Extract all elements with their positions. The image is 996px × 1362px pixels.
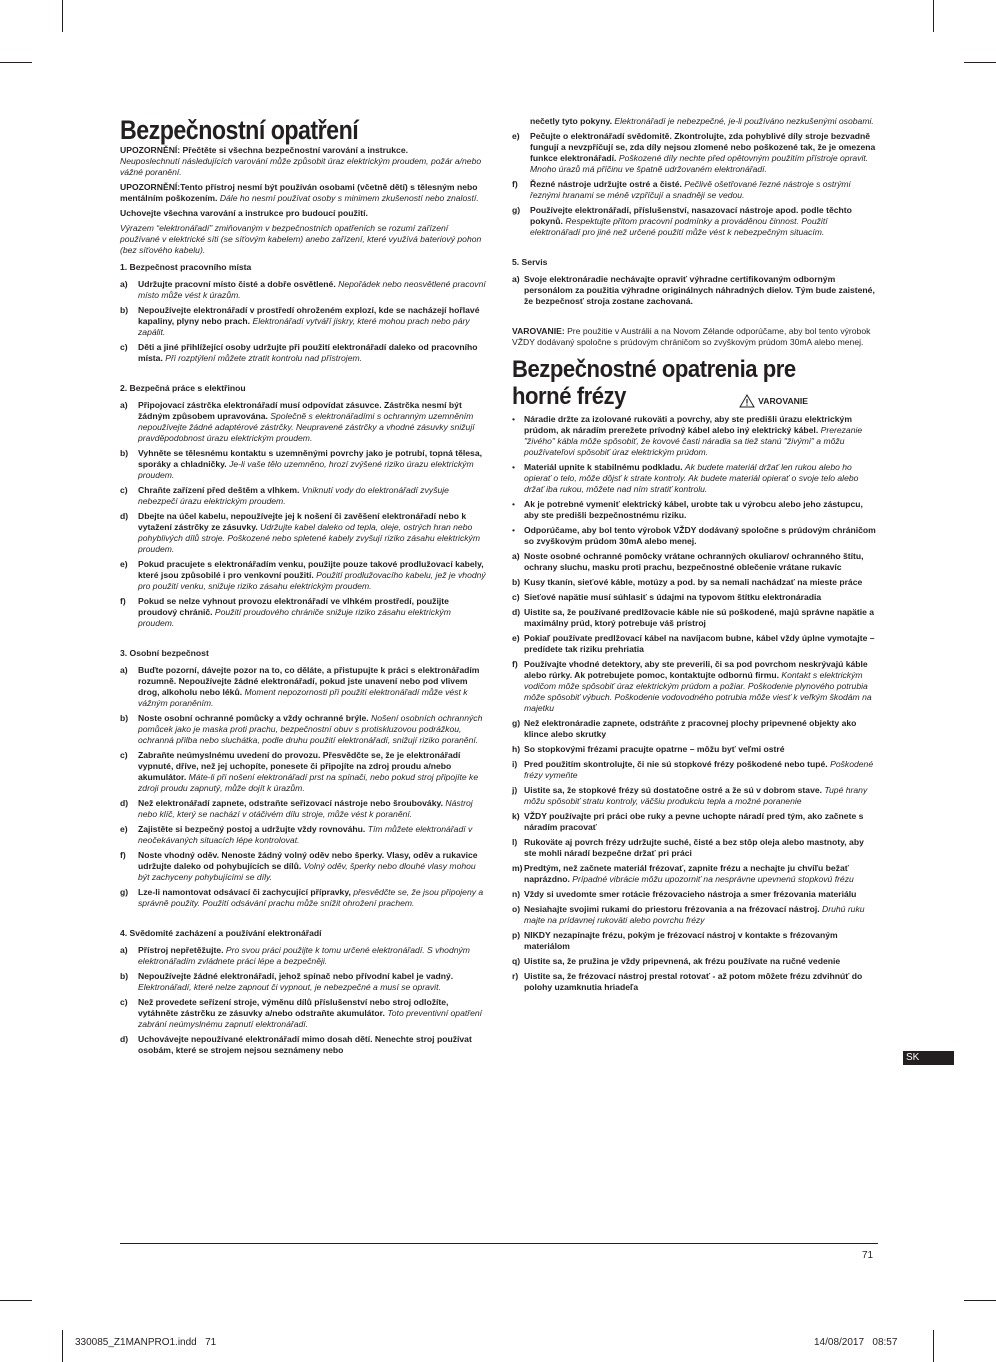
list-item <box>512 274 878 307</box>
list-item <box>120 713 488 746</box>
crop-mark <box>0 62 32 63</box>
page-number: 71 <box>862 1250 874 1261</box>
right-column <box>512 116 878 997</box>
item-bold: Zajistěte si bezpečný postoj a udržujte vždy rovnováhu. <box>138 824 366 834</box>
item-italic: Elektronářadí, které nelze zapnout či vypnout, je nebezpečné a musí se opravit. <box>138 982 441 992</box>
item-bold: Děti a jiné přihlížející osoby udržujte při použití elektronářadí daleko od pracovního místa. <box>138 342 478 363</box>
item-bold: Připojovací zástrčka elektronářadí musí odpovídat zásuvce. Zástrčka nesmí být žádným způsobem upravována. <box>138 400 462 421</box>
item-label: h) <box>512 744 521 754</box>
item-label: b) <box>120 448 129 458</box>
list-item <box>512 744 878 755</box>
item-label: k) <box>512 811 520 821</box>
crop-mark <box>964 1300 996 1301</box>
list-item <box>120 798 488 820</box>
item-bold: Rukoväte aj povrch frézy udržujte suché, čisté a bez stôp oleja alebo mastnoty, aby ste mohli náradí bezpečne držať pri práci <box>524 837 864 858</box>
item-label: m) <box>512 863 523 873</box>
list-item <box>512 759 878 781</box>
warning-bold: UPOZORNĚNÍ:Tento přístroj nesmí být používán osobami (včetně dětí) s tělesným nebo mentálním poškozením. <box>120 182 478 203</box>
item-label: c) <box>512 592 520 602</box>
item-bold: Uistite sa, že stopkové frézy sú dostatočne ostré a že sú v dobrom stave. <box>524 785 823 795</box>
item-bold: Sieťové napätie musí súhlasiť s údajmi na typovom štítku elektronáradia <box>524 592 822 602</box>
item-label: d) <box>120 511 129 521</box>
item-label: c) <box>120 750 128 760</box>
item-label: e) <box>512 633 520 643</box>
item-label: a) <box>120 945 128 955</box>
item-label: • <box>512 414 516 424</box>
section-heading: Bezpečnostné opatrenia pre horné frézy <box>512 356 796 410</box>
list-item <box>120 485 488 507</box>
item-bold: Uchovávejte nepoužívané elektronářadí mimo dosah dětí. Nenechte stroj používat osobám, které se strojem nejsou seznámeny nebo <box>138 1034 472 1055</box>
item-label: b) <box>120 971 129 981</box>
item-bold: Vyhněte se tělesnému kontaktu s uzemněnými povrchy jako je potrubí, topná tělesa, sporáky a chladničky. <box>138 448 483 469</box>
list-item <box>512 956 878 967</box>
item-italic: Prerezanie "živého" kábla môže spôsobiť, že kovové časti náradia sa tiež stanú "živými" a môžu používateľovi spôsobiť úraz elektrickým prúdom. <box>524 425 863 457</box>
warning-italic: Dále ho nesmí používat osoby s minimem zkušeností nebo znalostí. <box>219 193 479 203</box>
item-label: b) <box>120 305 129 315</box>
list-item <box>120 750 488 794</box>
list-item <box>120 945 488 967</box>
list-item <box>512 863 878 885</box>
item-bold: Uistite sa, že používané predlžovacie káble nie sú poškodené, majú správne napätie a maximálny prúd, ktorý potrebuje váš prístroj <box>524 607 875 628</box>
crop-mark <box>0 1300 32 1301</box>
varovanie-paragraph <box>512 326 878 348</box>
item-italic: Druhú ruku majte na prídavnej rukoväti alebo povrchu frézy <box>524 904 865 925</box>
item-bold: Noste osobné ochranné pomôcky vrátane ochranných okuliarov/ ochranného štítu, ochrany sluchu, masku proti prachu, bezpečnostné oblečenie vrátane rukavíc <box>524 551 864 572</box>
item-bold: So stopkovými frézami pracujte opatrne – môžu byť veľmi ostré <box>524 744 785 754</box>
item-italic: Tím můžete elektronářadí v neočekávaných situacích lépe kontrolovat. <box>138 824 473 845</box>
list-item <box>512 633 878 655</box>
item-bold: Noste osobní ochranné pomůcky a vždy ochranné brýle. <box>138 713 369 723</box>
item-label: c) <box>120 997 128 1007</box>
list-item <box>512 659 878 714</box>
item-bold: Materiál upnite k stabilnému podkladu. <box>524 462 683 472</box>
list-item <box>512 499 878 521</box>
item-label: a) <box>120 400 128 410</box>
item-italic: Použití prodlužovacího kabelu, jež je vhodný pro použití venku, snižuje riziko zásahu elektrickým proudem. <box>138 570 486 591</box>
list-item <box>512 414 878 458</box>
footer-rule <box>120 1243 878 1244</box>
item-bold: Řezné nástroje udržujte ostré a čisté. <box>530 179 682 189</box>
item-bold: Než elektronáradie zapnete, odstráňte z pracovnej plochy pripevnené objekty ako klince alebo skrutky <box>524 718 857 739</box>
warning-paragraph <box>120 182 488 204</box>
item-bold: Nepoužívejte žádné elektronářadí, jehož spínač nebo přívodní kabel je vadný. <box>138 971 454 981</box>
item-italic: Poškodené frézy vymeňte <box>524 759 874 780</box>
item-label: e) <box>120 824 128 834</box>
item-italic: Nástroj nebo klíč, který se nachází v otáčivém dílu stroje, může vést k poranění. <box>138 798 473 819</box>
varovanie-bold: VAROVANIE: <box>512 326 565 336</box>
list-item <box>512 131 878 175</box>
list-item <box>512 592 878 603</box>
item-italic: Je-li vaše tělo uzemněno, hrozí zvýšené riziko úrazu elektrickým proudem. <box>138 459 474 480</box>
item-italic: Kontakt s elektrickým vodičom môže spôsobiť úraz elektrickým prúdom a požiar. Poškodenie plynového potrubia môže spôsobiť výbuch. Poškodenie vodovodného potrubia môže viesť k veľkým škodám na majetku <box>524 670 872 713</box>
list-item <box>120 850 488 883</box>
list-item <box>120 824 488 846</box>
list-item <box>120 400 488 444</box>
item-label: r) <box>512 971 519 981</box>
page-title: Bezpečnostní opatření <box>120 115 359 145</box>
item-italic: Při rozptýlení můžete ztratit kontrolu nad přístrojem. <box>165 353 363 363</box>
item-bold: Dbejte na účel kabelu, nepoužívejte jej k nošení či zavěšení elektronářadí nebo k vytažení zástrčky ze zásuvky. <box>138 511 467 532</box>
section-title: 5. Servis <box>512 257 548 267</box>
item-bold: NIKDY nezapínajte frézu, pokým je frézovací nástroj v kontakte s frézovaným materiálom <box>524 930 838 951</box>
item-italic: Pečlivě ošetřované řezné nástroje s ostrými řeznými hranami se méně vzpříčují a snadněji se vedou. <box>530 179 851 200</box>
item-label: f) <box>512 659 518 669</box>
list-item <box>512 205 878 238</box>
list-item <box>120 279 488 301</box>
item-bold: Náradie držte za izolované rukoväti a povrchy, aby ste predišli úrazu elektrickým prúdom, ak náradím prerežete prívodný kábel alebo iný elektrický kábel. <box>524 414 852 435</box>
item-label: b) <box>512 577 521 587</box>
item-label: f) <box>120 850 126 860</box>
item-bold: Než elektronářadí zapnete, odstraňte seřizovací nástroje nebo šroubováky. <box>138 798 444 808</box>
item-bold: Vždy si uvedomte smer rotácie frézovacieho nástroja a smer frézovania materiálu <box>524 889 857 899</box>
item-italic: Pro svou práci použijte k tomu určené elektronářadí. S vhodným elektronářadím zvládnete práci lépe a bezpečněji. <box>138 945 470 966</box>
item-bold: Zabraňte neúmyslnému uvedení do provozu. Přesvědčte se, že je elektronářadí vypnuté, dříve, než jej uchopíte, ponesete či připojíte na zdroj proudu a/nebo akumulátor. <box>138 750 461 782</box>
list-item <box>120 511 488 555</box>
warning-bold: UPOZORNĚNÍ: Přečtěte si všechna bezpečnostní varování a instrukce. <box>120 145 408 155</box>
item-bold: Pokiaľ používate predlžovací kábel na navíjacom bubne, kábel vždy úplne vymotajte – predídete tak riziku prehriatia <box>524 633 875 654</box>
item-label: q) <box>512 956 521 966</box>
bullet-list <box>512 414 878 547</box>
list-item <box>512 889 878 900</box>
item-bold: Nesiahajte svojimi rukami do priestoru frézovania a na frézovací nástroj. <box>524 904 820 914</box>
item-bold: Pokud pracujete s elektronářadím venku, použijte pouze takové prodlužovací kabely, které jsou způsobilé i pro venkovní použití. <box>138 559 484 580</box>
item-label: c) <box>120 342 128 352</box>
item-italic: Použití proudového chrániče snižuje riziko zásahu elektrickým proudem. <box>138 607 451 628</box>
item-bold: Chraňte zařízení před deštěm a vlhkem. <box>138 485 300 495</box>
item-bold: VŽDY používajte pri práci obe ruky a pevne uchopte náradí pred tým, ako začnete s náradím pracovať <box>524 811 864 832</box>
list-item <box>512 837 878 859</box>
section-title: 1. Bezpečnost pracovního místa <box>120 262 252 272</box>
list-item <box>512 525 878 547</box>
list <box>512 131 878 238</box>
item-label: o) <box>512 904 521 914</box>
item-bold: Svoje elektronáradie nechávajte opraviť výhradne certifikovaným odborným personálom za použitia výhradne originálnych náhradných dielov. Tým bude zaistené, že bezpečnosť stroja zostane zachovaná. <box>524 274 875 306</box>
item-bold: Uistite sa, že frézovací nástroj prestal rotovať - až potom môžete frézu zdvihnúť do polohy uzamknutia hriadeľa <box>524 971 863 992</box>
item-label: g) <box>512 205 521 215</box>
item-label: • <box>512 499 516 509</box>
crop-mark <box>933 0 934 32</box>
list <box>512 551 878 993</box>
item-bold: Používajte vhodné detektory, aby ste preverili, či sa pod povrchom neskrývajú káble alebo rúrky. Ak potrebujete pomoc, kontaktujte odbornú firmu. <box>524 659 868 680</box>
list-item <box>120 887 488 909</box>
item-bold: Ak je potrebné vymeniť elektrický kábel, urobte tak u výrobcu alebo jeho zástupcu, aby ste predišli bezpečnostnému riziku. <box>524 499 863 520</box>
item-italic: přesvědčte se, že jsou připojeny a správně použity. Použití odsávání prachu může snížit ohrožení prachem. <box>138 887 484 908</box>
item-label: • <box>512 462 516 472</box>
list-item <box>512 904 878 926</box>
list-item <box>512 577 878 588</box>
list-item <box>120 342 488 364</box>
varovanie-text: Pre použitie v Austrálii a na Novom Zélande odporúčame, aby bol tento výrobok VŽDY dodávaný spoločne s prúdovým chráničom so zvyškovým prúdom 30mA alebo menej. <box>512 326 871 347</box>
language-tab: SK <box>903 1051 954 1065</box>
item-bold: Kusy tkanín, sieťové káble, motúzy a pod. by sa nemali nachádzať na mieste práce <box>524 577 863 587</box>
item-label: a) <box>120 279 128 289</box>
item-bold: Používejte elektronářadí, příslušenství, nasazovací nástroje apod. podle těchto pokynů. <box>530 205 852 226</box>
list-item <box>512 551 878 573</box>
item-italic: Volný oděv, šperky nebo dlouhé vlasy mohou být zachyceny pohybujícími se díly. <box>138 861 476 882</box>
list-item <box>120 448 488 481</box>
item-bold: Uistite sa, že pružina je vždy pripevnená, ak frézu používate na ručné vedenie <box>524 956 841 966</box>
item-italic: Prípadné vibrácie môžu upozorniť na nesprávne upevnenú stopkovú frézu <box>572 874 854 884</box>
item-label: d) <box>120 798 129 808</box>
item-bold: Noste vhodný oděv. Nenoste žádný volný oděv nebo šperky. Vlasy, oděv a rukavice udržujte daleko od pohybujících se dílů. <box>138 850 478 871</box>
item-italic: Udržujte kabel daleko od tepla, oleje, ostrých hran nebo pohyblivých dílů stroje. Poškozené nebo spletené kabely zvyšují riziko zásahu elektrickým proudem. <box>138 522 481 554</box>
item-label: b) <box>120 713 129 723</box>
item-bold: Pred použitím skontrolujte, či nie sú stopkové frézy poškodené nebo tupé. <box>524 759 828 769</box>
list-item <box>512 607 878 629</box>
item-label: d) <box>512 607 521 617</box>
item-italic: Tupé hrany môžu spôsobiť stratu kontroly, väčšiu produkciu tepla a možné poranenie <box>524 785 868 806</box>
item-italic: Poškozené díly nechte před opětovným použitím přístroje opravit. Mnoho úrazů má příčinu ve špatně udržovaném elektronářadí. <box>530 153 869 174</box>
list-item <box>512 785 878 807</box>
item-label: g) <box>120 887 129 897</box>
item-bold: Pokud se nelze vyhnout provozu elektronářadí ve vlhkém prostředí, použijte proudový chránič. <box>138 596 449 617</box>
item-bold: Odporúčame, aby bol tento výrobok VŽDY dodávaný spoločne s prúdovým chráničom so zvyškovým prúdom 30mA alebo menej. <box>524 525 876 546</box>
list-item <box>512 179 878 201</box>
crop-mark <box>62 0 63 32</box>
list-item <box>120 665 488 709</box>
item-bold: Než provedete seřízení stroje, výměnu dílů příslušenství nebo stroj odložíte, vytáhněte zástrčku ze zásuvky a/nebo odstraňte akumulátor. <box>138 997 449 1018</box>
item-label: p) <box>512 930 521 940</box>
list-item <box>120 997 488 1030</box>
item-label: j) <box>512 785 518 795</box>
item-bold: Nepoužívejte elektronářadí v prostředí ohroženém explozí, kde se nacházejí hořlavé kapaliny, plyny nebo prach. <box>138 305 480 326</box>
section-title: 2. Bezpečná práce s elektřinou <box>120 383 246 393</box>
item-bold: Udržujte pracovní místo čisté a dobře osvětlené. <box>138 279 336 289</box>
item-italic: Vniknutí vody do elektronářadí zvyšuje nebezpečí úrazu elektrickým proudem. <box>138 485 449 506</box>
item-label: i) <box>512 759 518 769</box>
item-label: c) <box>120 485 128 495</box>
crop-mark <box>62 1330 63 1362</box>
item-label: f) <box>120 596 126 606</box>
item-label: f) <box>512 179 518 189</box>
list-item <box>120 971 488 993</box>
section-title: 4. Svědomité zacházení a používání elektronářadí <box>120 928 322 938</box>
item-bold: Buďte pozorní, dávejte pozor na to, co děláte, a přistupujte k práci s elektronářadím rozumně. Nepoužívejte žádné elektronářadí, pokud jste unavení nebo pod vlivem drog, alkoholu nebo léků. <box>138 665 480 697</box>
list-item <box>512 811 878 833</box>
list-item <box>512 718 878 740</box>
item-italic: Moment nepozornosti při použití elektronářadí může vést k vážným poraněním. <box>138 687 468 708</box>
file-info: 330085_Z1MANPRO1.indd 71 <box>75 1337 217 1348</box>
item-label: n) <box>512 889 521 899</box>
item-bold: Predtým, než začnete materiál frézovať, zapnite frézu a nechajte ju chvíľu bežať naprázdno. <box>524 863 849 884</box>
item-label: a) <box>120 665 128 675</box>
item-italic: Společně s elektronářadími s ochranným uzemněním nepoužívejte žádné adaptérové zástrčky. Neupravené zástrčky a vhodné zásuvky snižují pravděpodobnost úrazu elektrickým proudem. <box>138 411 475 443</box>
item-italic: Elektronářadí vytváří jiskry, které mohou prach nebo páry zapálit. <box>138 316 470 337</box>
item-label: • <box>512 525 516 535</box>
item-italic: Nošení osobních ochranných pomůcek jako je maska proti prachu, bezpečnostní obuv s protiskluzovou podrážkou, ochranná přilba nebo sluchátka, podle druhu použití elektronářadí, snižují riziko poranění. <box>138 713 483 745</box>
keep-instructions: Uchovejte všechna varování a instrukce pro budoucí použití. <box>120 208 368 218</box>
item-label: g) <box>512 718 521 728</box>
item-label: a) <box>512 551 520 561</box>
list-item <box>120 1034 488 1056</box>
warning-paragraph <box>120 145 488 178</box>
list-item <box>120 596 488 629</box>
item-italic: Máte-li při nošení elektronářadí prst na spínači, nebo pokud stroj připojíte ke zdroji proudu zapnutý, může dojít k úrazům. <box>138 772 479 793</box>
section-title: 3. Osobní bezpečnost <box>120 648 209 658</box>
print-timestamp: 14/08/2017 08:57 <box>814 1337 898 1348</box>
item-bold: nečetly tyto pokyny. <box>530 116 612 126</box>
list-item <box>512 116 878 127</box>
list-item <box>120 305 488 338</box>
list-item <box>512 930 878 952</box>
list-item <box>512 971 878 993</box>
item-italic: Nepořádek nebo neosvětlené pracovní místo může vést k úrazům. <box>138 279 486 300</box>
item-bold: Pečujte o elektronářadí svědomitě. Zkontrolujte, zda pohyblivé díly stroje bezvadně fungují a nevzpříčují se, zda díly nejsou zlomené nebo poškozené tak, že je omezena funkce elektronářadí. <box>530 131 876 163</box>
item-bold: Lze-li namontovat odsávací či zachycující přípravky, <box>138 887 351 897</box>
sections <box>120 262 488 1056</box>
warning-italic: Neuposlechnutí následujících varování může způsobit úraz elektrickým proudem, požár a/nebo vážné poranění. <box>120 156 482 177</box>
crop-mark <box>933 1330 934 1362</box>
left-column <box>120 116 488 1060</box>
item-label: a) <box>512 274 520 284</box>
item-label: l) <box>512 837 518 847</box>
list-item <box>512 462 878 495</box>
list-item <box>120 559 488 592</box>
item-bold: Přístroj nepřetěžujte. <box>138 945 224 955</box>
crop-mark <box>964 62 996 63</box>
item-label: e) <box>120 559 128 569</box>
definition-paragraph: Výrazem “elektronářadí” zmiňovaným v bezpečnostních opatřeních se rozumí zařízení používané v elektrické síti (se síťovým kabelem) anebo zařízení, které využívá bateriový pohon (bez síťového kabelu). <box>120 223 482 255</box>
item-label: d) <box>120 1034 129 1044</box>
item-label: e) <box>512 131 520 141</box>
item-italic: Ak budete materiál držať len rukou alebo ho opierať o telo, môže dôjsť k strate kontroly. Ak budete materiál opierať o svoje telo alebo držať iba rukou, môžete nad ním stratiť kontrolu. <box>524 462 859 494</box>
item-italic: Elektronářadí je nebezpečné, je-li používáno nezkušenými osobami. <box>614 116 874 126</box>
item-italic: Respektujte přitom pracovní podmínky a prováděnou činnost. Použití elektronářadí pro jiné než určené použití může vést k nebezpečným situacím. <box>530 216 828 237</box>
warning-label: VAROVANIE <box>512 394 808 408</box>
item-italic: Toto preventivní opatření zabrání neúmyslnému zapnutí elektronářadí. <box>138 1008 483 1029</box>
